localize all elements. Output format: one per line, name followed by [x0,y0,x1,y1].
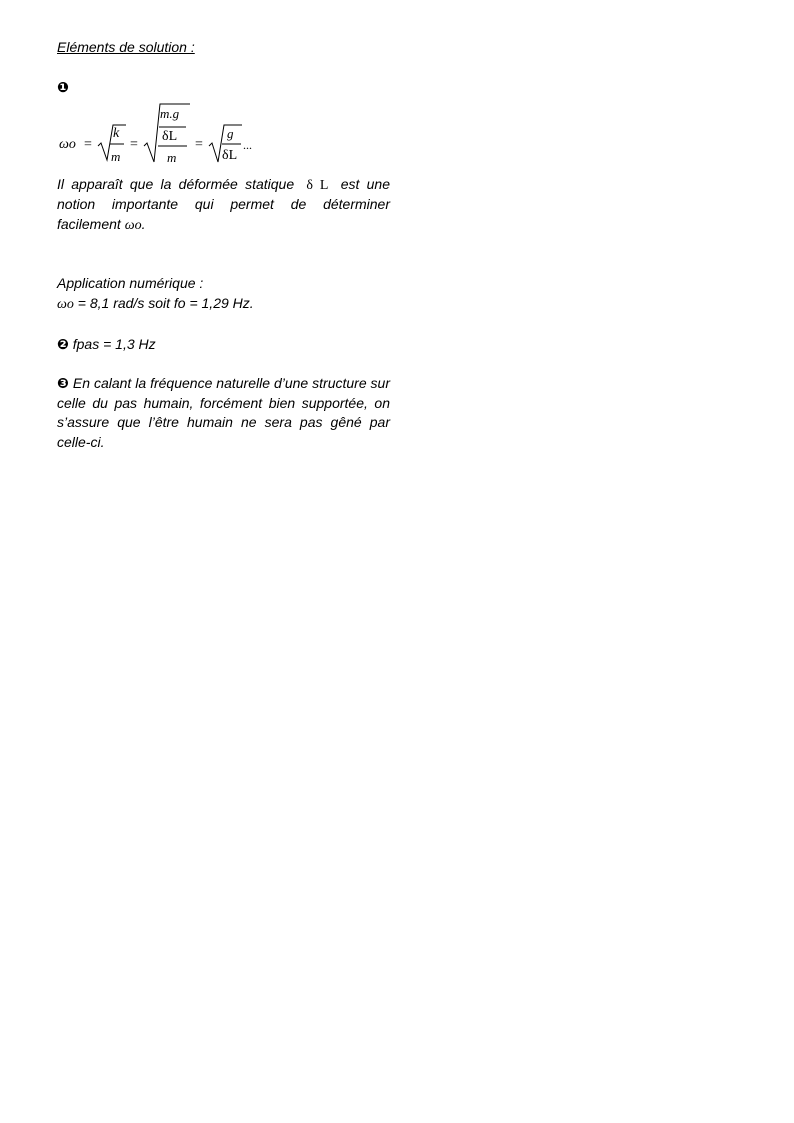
application-label: Application numérique : [57,275,204,292]
g-symbol: g [227,125,234,141]
item-2 [57,335,390,355]
omega-o-result-symbol: ωo [57,296,74,312]
item-1-explanation: Il apparaît que la déformée statique δ L est une notion importante qui permet de déterminer facilement ωo. [57,175,390,233]
solution-document [57,38,390,453]
m-symbol-2: m [167,149,177,165]
item-1-marker: ❶ [57,78,69,95]
item-1-header [57,78,390,98]
static-deflection-symbol: δ L [306,177,329,193]
mg-symbol: m.g [160,105,180,121]
delta-l-symbol-2: δL [222,147,238,163]
item-3 [57,374,390,452]
item-2-text: fpas = 1,3 Hz [72,335,156,352]
natural-frequency-formula [57,100,390,166]
equals-sign-1: = [84,136,92,152]
item-2-marker: ❷ [57,335,69,352]
omega-o-inline: ωo [124,217,142,233]
application-result: ωo = 8,1 rad/s soit fo = 1,29 Hz. [57,294,254,312]
k-symbol: k [113,125,120,141]
omega-o-symbol: ωo [59,136,76,152]
solution-heading: Eléments de solution : [57,39,195,55]
item-3-marker: ❸ [57,375,69,392]
ellipsis: ... [243,137,252,152]
equals-sign-3: = [195,136,203,152]
m-symbol-1: m [111,148,121,164]
delta-l-symbol-1: δL [162,128,178,144]
equals-sign-2: = [130,136,138,152]
item-3-text: En calant la fréquence naturelle d’une structure sur celle du pas humain, forcément bien supportée, on s’assure que l’être humain ne sera pas gêné par celle-ci. [57,375,391,450]
